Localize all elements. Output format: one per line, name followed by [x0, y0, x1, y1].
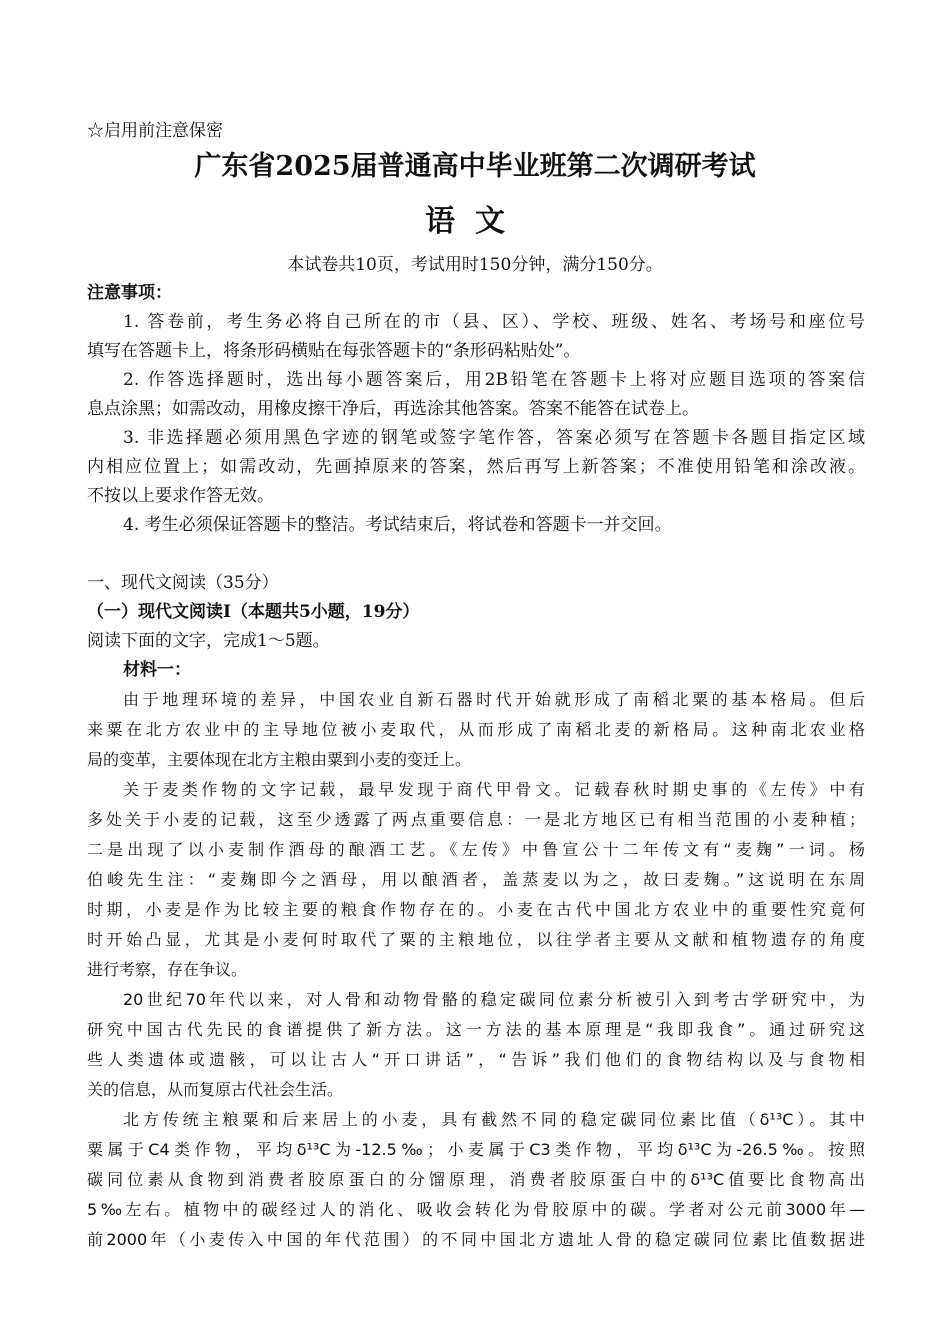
article-line: 5‰左右。植物中的碳经过人的消化、吸收会转化为骨胶原中的碳。学者对公元前3000年— — [87, 1200, 865, 1219]
article-body — [87, 685, 865, 1255]
article-line: 时开始凸显，尤其是小麦何时取代了粟的主粮地位，以往学者主要从文献和植物遗存的角度 — [87, 930, 865, 949]
article-line: 北方传统主粮粟和后来居上的小麦，具有截然不同的稳定碳同位素比值（δ¹³C）。其中 — [123, 1110, 865, 1129]
notes-line: 息点涂黑；如需改动，用橡皮擦干净后，再选涂其他答案。答案不能答在试卷上。 — [87, 399, 699, 419]
material-label: 材料一： — [123, 660, 191, 680]
exam-meta: 本试卷共10页，考试用时150分钟，满分150分。 — [287, 255, 663, 275]
notes-line: 2. 作答选择题时，选出每小题答案后，用2B铅笔在答题卡上将对应题目选项的答案信 — [123, 370, 865, 390]
notes-line: 不按以上要求作答无效。 — [87, 486, 274, 506]
article-line: 来粟在北方农业中的主导地位被小麦取代，从而形成了南稻北麦的新格局。这种南北农业格 — [87, 720, 865, 739]
article-line: 由于地理环境的差异，中国农业自新石器时代开始就形成了南稻北粟的基本格局。但后 — [123, 690, 865, 709]
section-title: 一、现代文阅读（35分） — [87, 573, 279, 593]
notes-line: 内相应位置上；如需改动，先画掉原来的答案，然后再写上新答案；不准使用铅笔和涂改液。 — [87, 457, 865, 477]
article-line: 20世纪70年代以来，对人骨和动物骨骼的稳定碳同位素分析被引入到考古学研究中，为 — [123, 990, 865, 1009]
article-line: 局的变革，主要体现在北方主粮由粟到小麦的变迁上。 — [87, 750, 472, 769]
article-line: 二是出现了以小麦制作酒母的酿酒工艺。《左传》中鲁宣公十二年传文有“麦麹”一词。杨 — [87, 840, 865, 859]
notes-line: 1. 答卷前，考生务必将自己所在的市（县、区）、学校、班级、姓名、考场号和座位号 — [123, 312, 865, 332]
section-instruction: 阅读下面的文字，完成1～5题。 — [87, 631, 330, 651]
notes-line: 3. 非选择题必须用黑色字迹的钢笔或签字笔作答，答案必须写在答题卡各题目指定区域 — [123, 428, 865, 448]
exam-title: 广东省2025届普通高中毕业班第二次调研考试 — [194, 151, 756, 182]
spacer — [87, 540, 865, 569]
section-subtitle: （一）现代文阅读Ⅰ（本题共5小题，19分） — [87, 602, 420, 622]
article-line: 时期，小麦是作为比较主要的粮食作物存在的。小麦在古代中国北方农业中的重要性究竟何 — [87, 900, 865, 919]
article-line: 些人类遗体或遗骸，可以让古人“开口讲话”，“告诉”我们他们的食物结构以及与食物相 — [87, 1050, 865, 1069]
main-content — [87, 279, 865, 1255]
article-line: 碳同位素从食物到消费者胶原蛋白的分馏原理，消费者胶原蛋白中的δ¹³C值要比食物高出 — [87, 1170, 865, 1189]
article-line: 前2000年（小麦传入中国的年代范围）的不同中国北方遗址人骨的稳定碳同位素比值数据进 — [87, 1230, 865, 1249]
article-line: 进行考察，存在争议。 — [87, 960, 248, 979]
article-line: 关于麦类作物的文字记载，最早发现于商代甲骨文。记载春秋时期史事的《左传》中有 — [123, 780, 865, 799]
notes-line: 填写在答题卡上，将条形码横贴在每张答题卡的“条形码粘贴处”。 — [87, 341, 581, 361]
subject-title: 语文 — [425, 204, 525, 239]
article-line: 研究中国古代先民的食谱提供了新方法。这一方法的基本原理是“我即我食”。通过研究这 — [87, 1020, 865, 1039]
confidential-notice: ☆启用前注意保密 — [87, 121, 223, 141]
notes-line: 4. 考生必须保证答题卡的整洁。考试结束后，将试卷和答题卡一并交回。 — [123, 515, 672, 535]
article-line: 粟属于C4类作物，平均δ¹³C为-12.5‰；小麦属于C3类作物，平均δ¹³C为-26.5‰。按照 — [87, 1140, 865, 1159]
article-line: 关的信息，从而复原古代社会生活。 — [87, 1080, 344, 1099]
notes-heading: 注意事项： — [87, 283, 172, 303]
article-line: 多处关于小麦的记载，这至少透露了两点重要信息：一是北方地区已有相当范围的小麦种植； — [87, 810, 865, 829]
article-line: 伯峻先生注：“麦麹即今之酒母，用以酿酒者，盖蒸麦以为之，故曰麦麹。”这说明在东周 — [87, 870, 865, 889]
